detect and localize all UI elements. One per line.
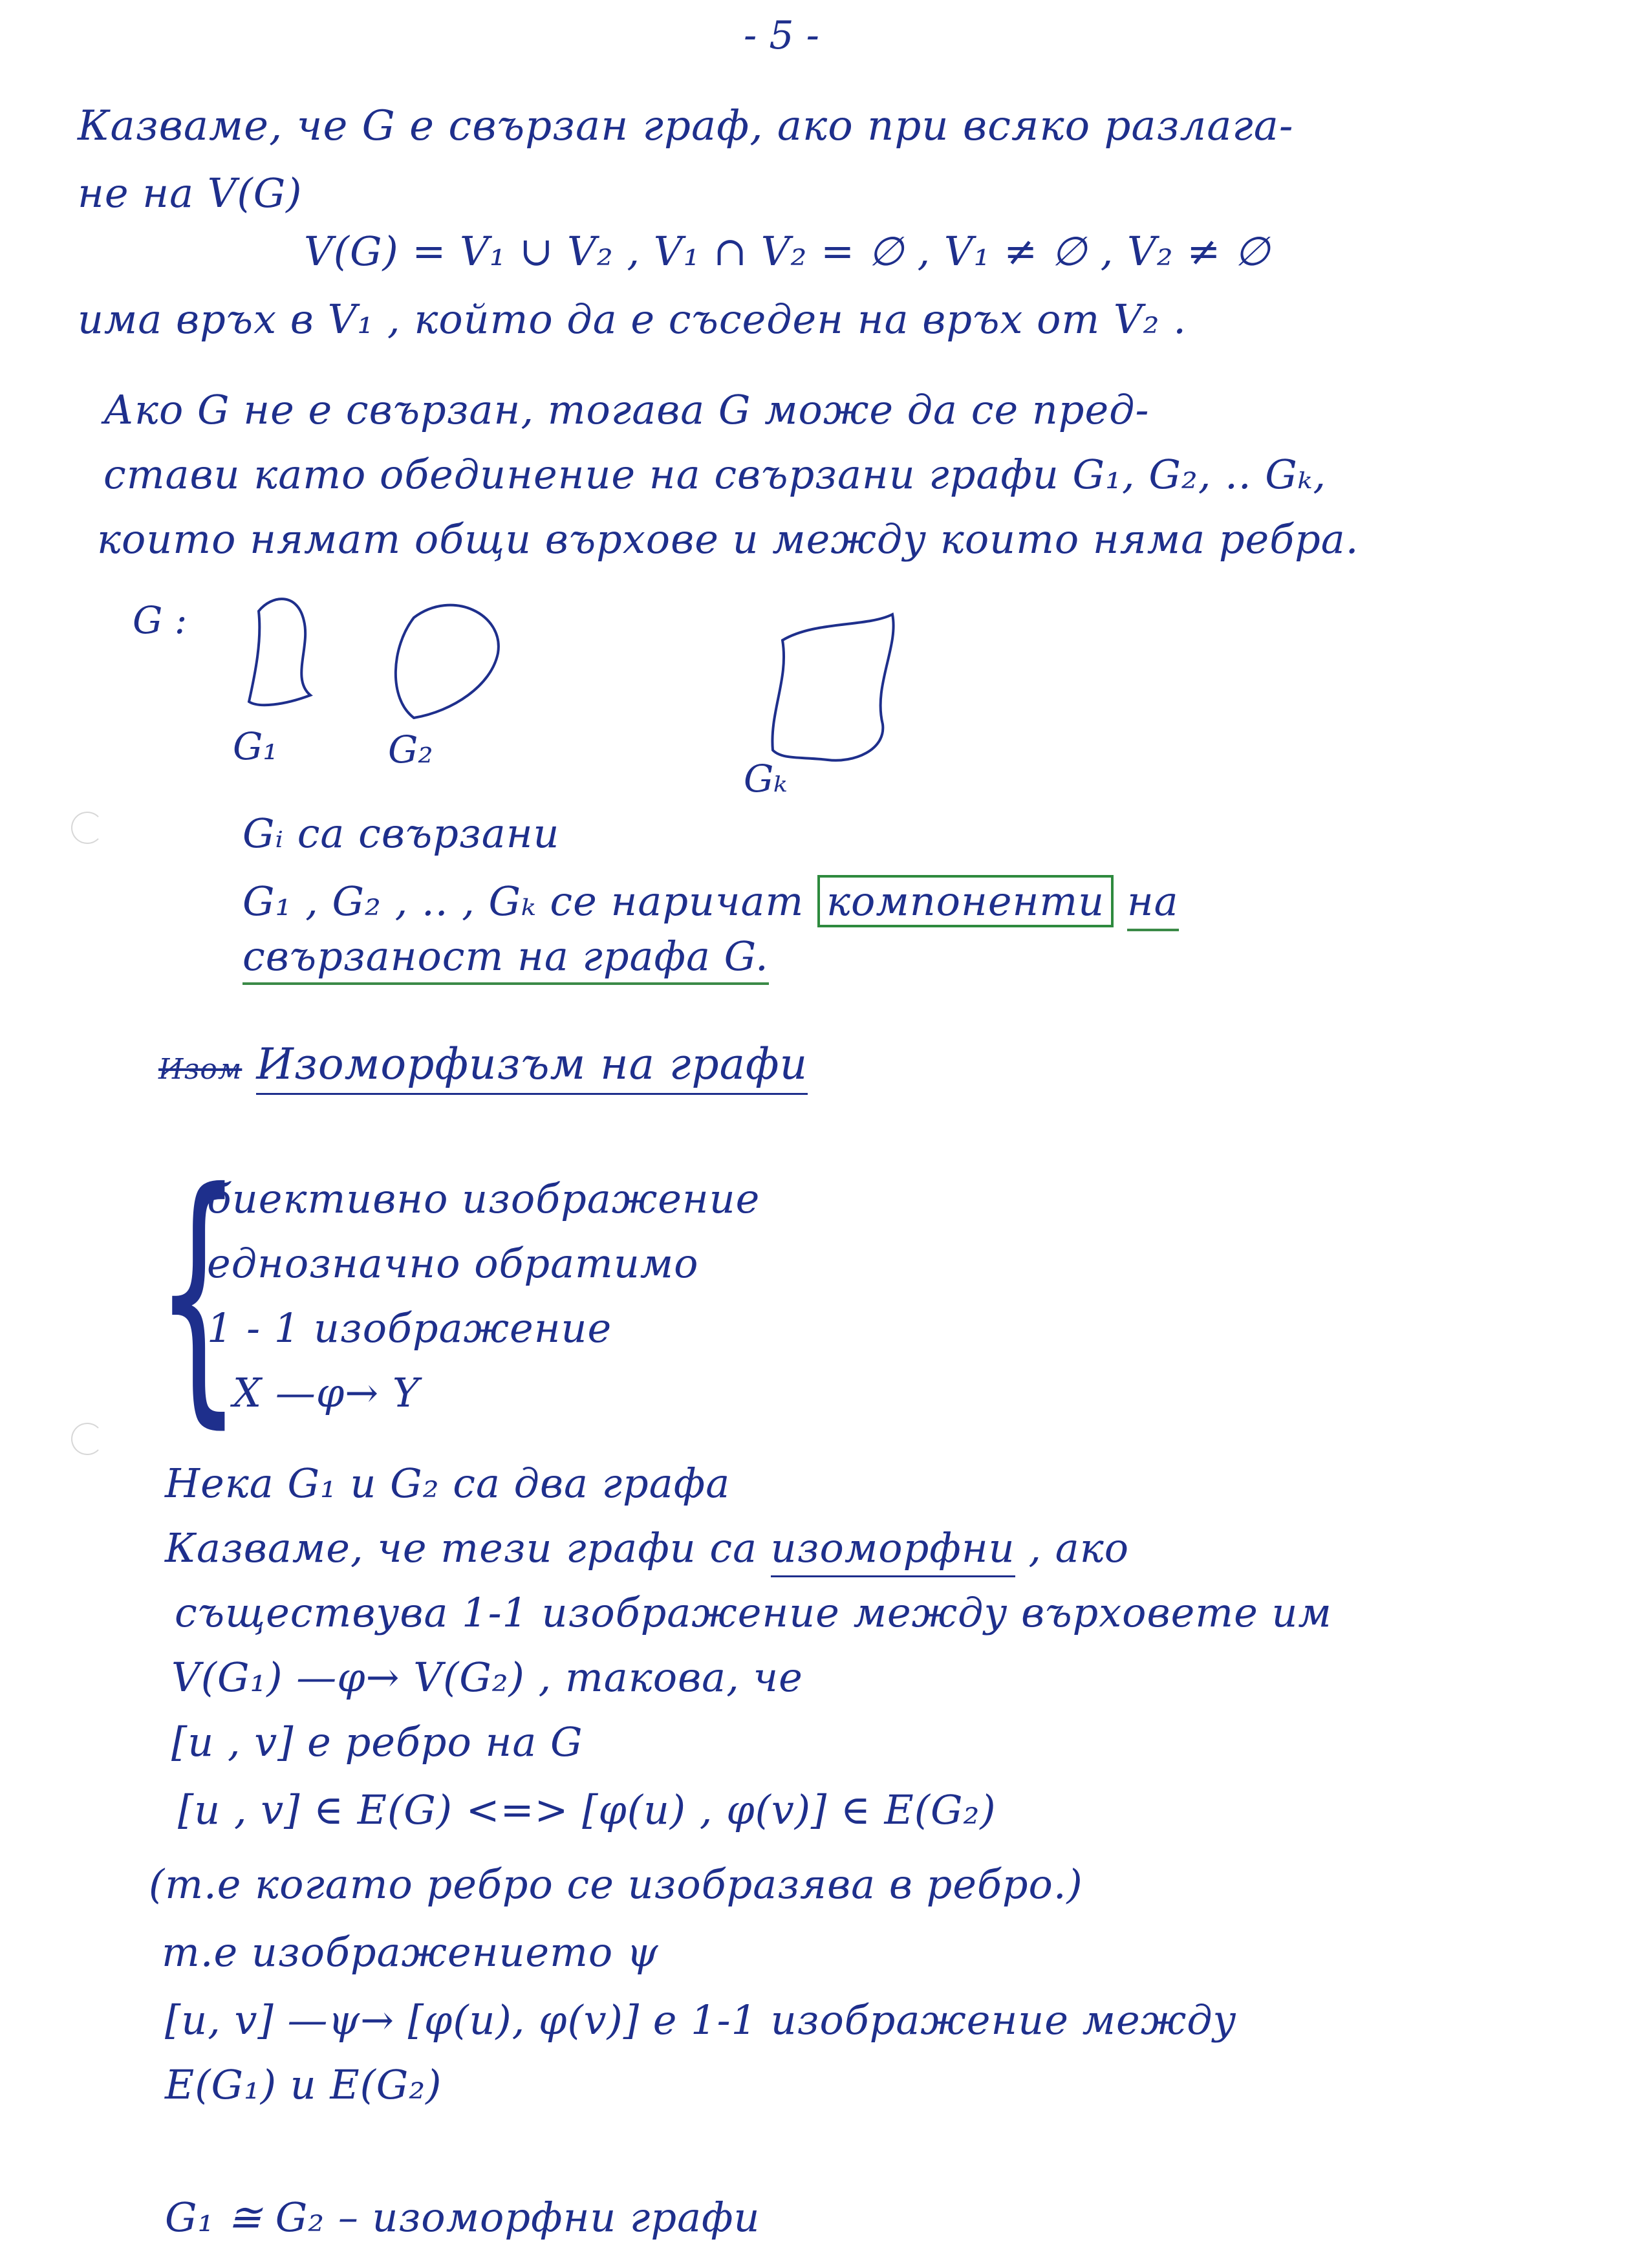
p1-line2: не на V(G)	[78, 169, 303, 217]
p2-line2: стави като обединение на свързани графи G₁, G₂, .. Gₖ,	[103, 451, 1327, 498]
components-line3: свързаност на графа G.	[242, 934, 769, 985]
p3-line5: [u , v] е ребро на G	[171, 1718, 583, 1766]
p1-line4: има връх в V₁ , който да е съседен на връх от V₂ .	[78, 296, 1187, 343]
p3-line4: V(G₁) —φ→ V(G₂) , такова, че	[171, 1654, 803, 1701]
p3-line8: т.е изображението ψ	[162, 1928, 659, 1976]
component-gk-label: Gₖ	[744, 757, 788, 801]
p3-line11: G₁ ≅ G₂ – изоморфни графи	[165, 2194, 760, 2241]
component-g1-shape	[249, 599, 310, 705]
heading-struck-word: Изом	[158, 1053, 242, 1086]
bijection-item-2: еднозначно обратимо	[207, 1240, 699, 1287]
page-number: - 5 -	[744, 13, 819, 58]
components-line2	[242, 880, 1179, 923]
p1-line3: V(G) = V₁ ∪ V₂ , V₁ ∩ V₂ = ∅ , V₁ ≠ ∅ , V₂ ≠ ∅	[304, 228, 1271, 275]
component-g2-shape	[396, 605, 499, 718]
p3-line1: Нека G₁ и G₂ са два графа	[165, 1460, 731, 1507]
component-g1-label: G₁	[233, 724, 278, 768]
components-line2-start: G₁ , G₂ , .. , Gₖ се наричат	[242, 878, 804, 925]
components-line1: Gᵢ са свързани	[242, 810, 560, 857]
p3-line9: [u, v] —ψ→ [φ(u), φ(v)] е 1-1 изображение между	[165, 1996, 1237, 2044]
component-g2-label: G₂	[388, 728, 433, 772]
component-gk-shape	[772, 614, 893, 761]
p3-line2-end: , ако	[1028, 1524, 1130, 1571]
bijection-item-4: X —φ→ Y	[233, 1369, 420, 1416]
heading-text: Изоморфизъм на графи	[256, 1039, 808, 1095]
section-heading	[158, 1041, 808, 1088]
p3-line2	[165, 1526, 1129, 1570]
p2-line1: Ако G не е свързан, тогава G може да се пред-	[103, 386, 1150, 433]
p3-line10: E(G₁) и E(G₂)	[165, 2061, 442, 2108]
p3-line6: [u , v] ∈ E(G) <=> [φ(u) , φ(v)] ∈ E(G₂)	[178, 1786, 997, 1833]
components-line2-end: на	[1127, 878, 1179, 931]
figure-graph-label: G :	[133, 598, 188, 642]
p1-line1: Казваме, че G е свързан граф, ако при всяко разлага-	[78, 102, 1294, 150]
p3-line3: съществува 1-1 изображение между върховете им	[175, 1589, 1332, 1636]
bijection-item-1: биективно изображение	[207, 1175, 760, 1222]
p3-line7: (т.е когато ребро се изобразява в ребро.)	[149, 1861, 1083, 1908]
p3-isomorphic-word: изоморфни	[771, 1524, 1015, 1577]
components-highlight: компоненти	[817, 875, 1114, 927]
p3-line2-start: Казваме, че тези графи са	[165, 1524, 758, 1571]
bijection-item-3: 1 - 1 изображение	[207, 1304, 612, 1352]
p2-line3: които нямат общи върхове и между които няма ребра.	[97, 515, 1359, 563]
list-brace: {	[155, 1135, 242, 1451]
